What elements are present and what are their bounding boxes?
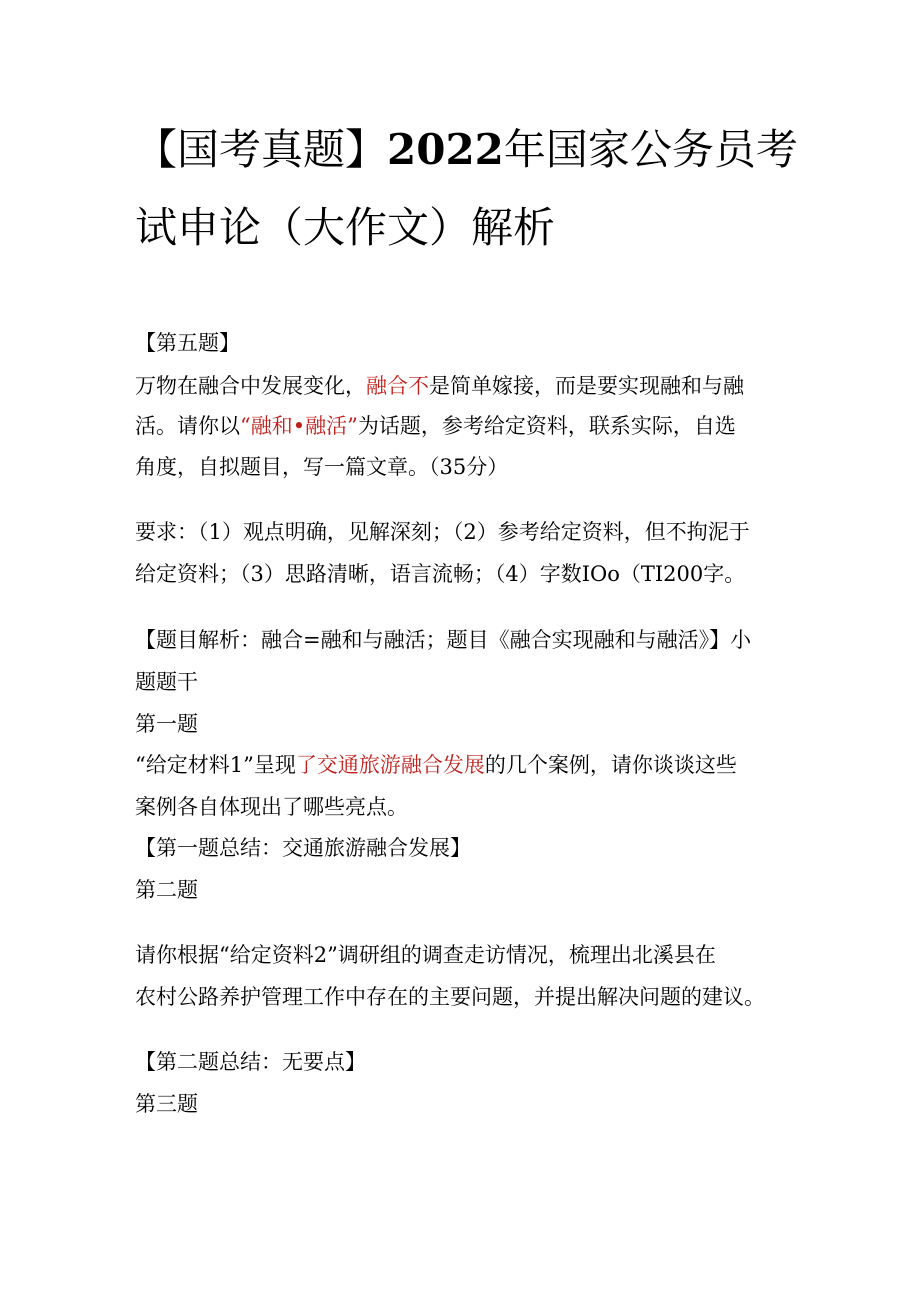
- question-5-line-1: [135, 373, 795, 399]
- question-1-heading: 第一题: [135, 712, 198, 736]
- requirements-line-1: 要求：（1）观点明确，见解深刻；（2）参考给定资料，但不拘泥于: [135, 520, 750, 544]
- title-suffix: 年国家公务员考: [503, 125, 798, 174]
- q5-l2-text-a: 活。请你以: [135, 414, 240, 438]
- q5-l1-highlight: 融合不: [366, 374, 429, 398]
- question-2-line-1: 请你根据“给定资料2”调研组的调查走访情况，梳理出北溪县在: [135, 943, 716, 967]
- document-title-line-1: [135, 125, 798, 175]
- title-prefix: 【国考真题】: [135, 125, 388, 174]
- q5-l1-text-a: 万物在融合中发展变化，: [135, 374, 366, 398]
- document-title-line-2: 试申论（大作文）解析: [135, 203, 556, 252]
- q5-l2-highlight: “融和•融活”: [240, 414, 358, 438]
- question-1-line-1: [135, 752, 795, 778]
- q1-l1-text-b: 的几个案例，请你谈谈这些: [484, 753, 737, 777]
- question-5-line-2: [135, 413, 795, 439]
- q1-l1-text-a: “给定材料1”呈现: [135, 753, 296, 777]
- q5-l1-text-b: 是简单嫁接，而是要实现融和与融: [429, 374, 744, 398]
- question-1-summary: 【第一题总结：交通旅游融合发展】: [135, 836, 471, 860]
- title-year: 2022: [387, 125, 504, 174]
- analysis-line-1: 【题目解析：融合=融和与融活；题目《融合实现融和与融活》】小: [135, 628, 752, 652]
- question-5-line-3: 角度，自拟题目，写一篇文章。（35分）: [135, 455, 509, 479]
- q1-l1-highlight: 了交通旅游融合发展: [295, 753, 485, 777]
- q5-l2-text-b: 为话题，参考给定资料，联系实际，自选: [357, 414, 736, 438]
- question-1-line-2: 案例各自体现出了哪些亮点。: [135, 795, 408, 819]
- requirements-line-2: 给定资料；（3）思路清晰，语言流畅；（4）字数IOo（TI200字。: [135, 562, 746, 586]
- question-2-heading: 第二题: [135, 878, 198, 902]
- question-3-heading: 第三题: [135, 1092, 198, 1116]
- analysis-line-2: 题题干: [135, 670, 198, 694]
- question-2-summary: 【第二题总结：无要点】: [135, 1050, 366, 1074]
- question-5-heading: 【第五题】: [135, 331, 240, 355]
- question-2-line-2: 农村公路养护管理工作中存在的主要问题，并提出解决问题的建议。: [135, 985, 765, 1009]
